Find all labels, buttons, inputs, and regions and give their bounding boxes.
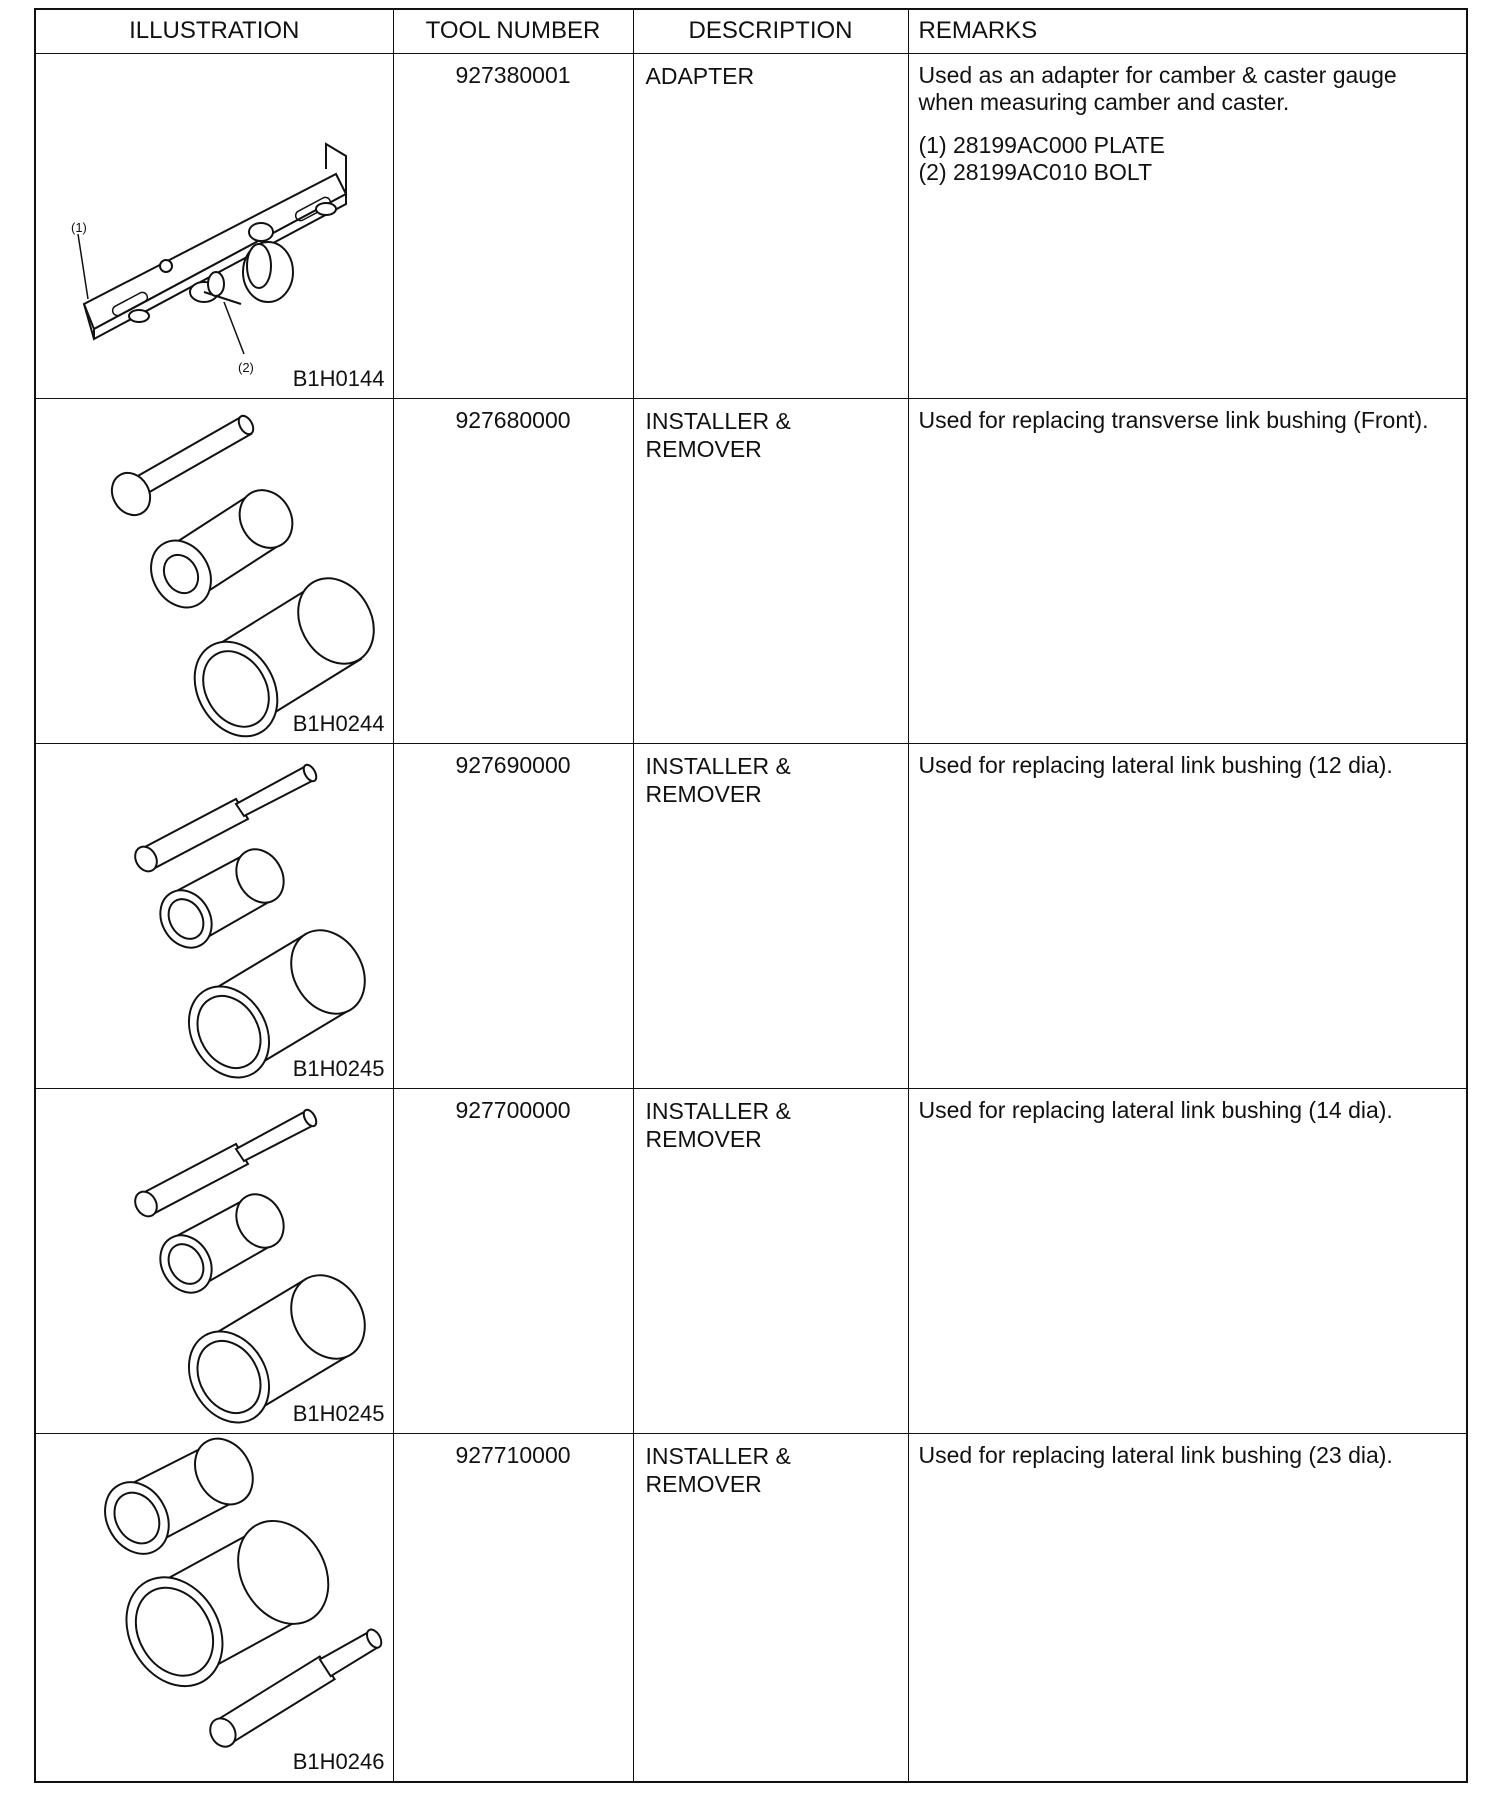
- tool-description: INSTALLER & REMOVER: [633, 743, 908, 1088]
- tool-number: 927700000: [393, 1088, 633, 1433]
- installer-remover-illustration: [36, 1434, 394, 1779]
- header-row: [35, 9, 1467, 53]
- installer-remover-illustration: [36, 744, 394, 1089]
- remarks-text: Used for replacing lateral link bushing (23 dia).: [918, 1441, 1393, 1468]
- callout-1: (1): [71, 219, 87, 235]
- figure-code: B1H0245: [292, 1055, 385, 1081]
- table-row: [35, 398, 1467, 743]
- figure-code: B1H0245: [292, 1400, 385, 1426]
- figure-code: B1H0244: [292, 710, 385, 736]
- tool-description: INSTALLER & REMOVER: [633, 1433, 908, 1782]
- remarks-cell: [908, 743, 1467, 1088]
- table-row: [35, 743, 1467, 1088]
- tool-number: 927380001: [393, 53, 633, 398]
- remarks-cell: [908, 53, 1467, 398]
- tool-number: 927710000: [393, 1433, 633, 1782]
- remarks-text: Used as an adapter for camber & caster gauge when measuring camber and caster.: [918, 61, 1397, 115]
- remarks-cell: [908, 398, 1467, 743]
- header-remarks: REMARKS: [908, 9, 1467, 53]
- tool-description: ADAPTER: [633, 53, 908, 398]
- tool-description: INSTALLER & REMOVER: [633, 398, 908, 743]
- table-row: [35, 1088, 1467, 1433]
- special-tools-table: [34, 8, 1468, 1783]
- table-row: [35, 1433, 1467, 1782]
- tool-number: 927690000: [393, 743, 633, 1088]
- figure-code: B1H0246: [292, 1749, 385, 1774]
- installer-remover-illustration: [36, 1089, 394, 1434]
- table-row: [35, 53, 1467, 398]
- remarks-text: Used for replacing lateral link bushing (12 dia).: [918, 751, 1393, 778]
- part-item: (1) 28199AC000 PLATE: [918, 131, 1165, 158]
- header-description: DESCRIPTION: [633, 9, 908, 53]
- illustration-cell: [35, 398, 393, 743]
- remarks-text: Used for replacing transverse link bushing (Front).: [918, 406, 1429, 433]
- header-illustration: ILLUSTRATION: [35, 9, 393, 53]
- installer-remover-illustration: [36, 399, 394, 744]
- illustration-cell: [35, 1088, 393, 1433]
- tool-description: INSTALLER & REMOVER: [633, 1088, 908, 1433]
- part-item: (2) 28199AC010 BOLT: [918, 158, 1153, 185]
- figure-code: B1H0144: [292, 365, 385, 391]
- header-tool-number: TOOL NUMBER: [393, 9, 633, 53]
- illustration-cell: [35, 743, 393, 1088]
- adapter-plate-illustration: [36, 54, 394, 399]
- tool-number: 927680000: [393, 398, 633, 743]
- callout-2: (2): [238, 359, 254, 375]
- remarks-text: Used for replacing lateral link bushing (14 dia).: [918, 1096, 1393, 1123]
- illustration-cell: [35, 1433, 393, 1782]
- remarks-cell: [908, 1433, 1467, 1782]
- remarks-cell: [908, 1088, 1467, 1433]
- illustration-cell: [35, 53, 393, 398]
- parts-list: [919, 132, 1457, 186]
